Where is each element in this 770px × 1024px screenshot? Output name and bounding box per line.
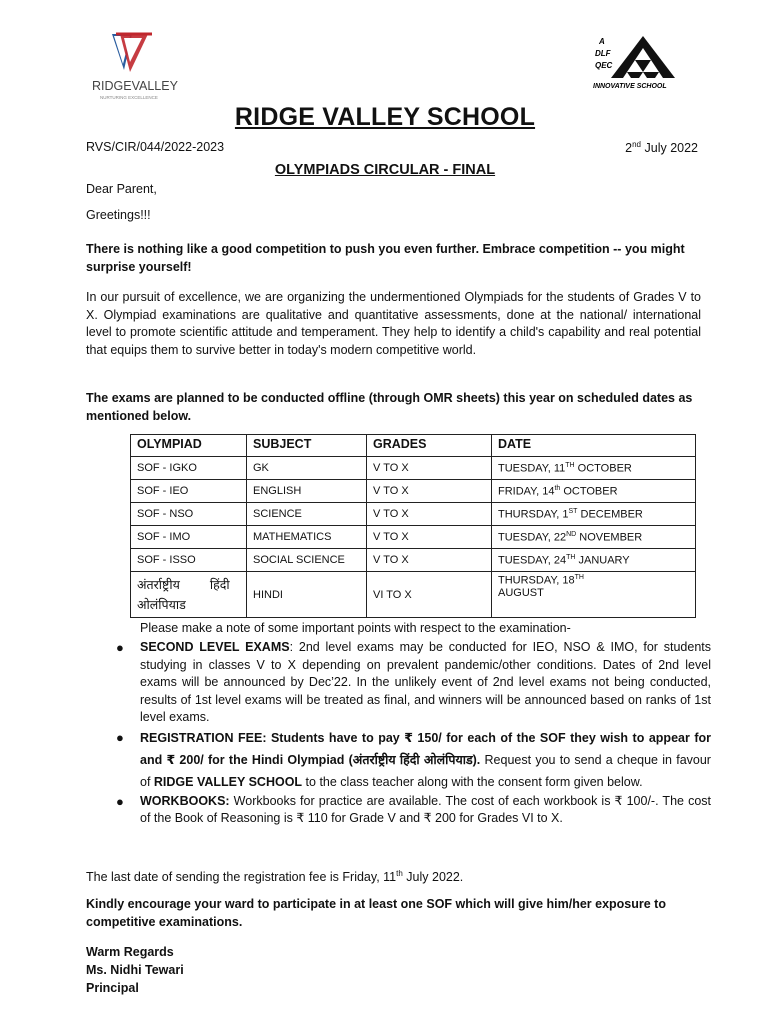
table-cell: MATHEMATICS: [247, 526, 367, 549]
circular-date: 2nd July 2022: [625, 140, 698, 156]
table-row: [131, 503, 696, 526]
table-header-row: [131, 435, 696, 457]
table-row: [131, 480, 696, 503]
table-cell: VI TO X: [367, 572, 492, 618]
table-cell: SOF - IMO: [131, 526, 247, 549]
table-cell: अंतर्राष्ट्रीय हिंदी ओलंपियाड: [131, 572, 247, 618]
table-cell: SOF - ISSO: [131, 549, 247, 572]
table-cell: SOF - IGKO: [131, 457, 247, 480]
svg-text:DLF: DLF: [595, 49, 611, 58]
bullet-icon: ●: [116, 793, 124, 809]
last-date-note: The last date of sending the registration fee is Friday, 11th July 2022.: [86, 869, 464, 885]
regards: Warm Regards: [86, 945, 174, 959]
table-row: [131, 549, 696, 572]
table-row: [131, 457, 696, 480]
intro-paragraph: In our pursuit of excellence, we are organizing the undermentioned Olympiads for the students of Grades V to X. Olympiad examinations are qualitative and quantitative assessments, done at the national/ international level to promote scientific attitude and temperament. They help to identify a child's capability and real potential that equips them to survive better in today's modern competitive world.: [86, 290, 701, 357]
ridge-valley-logo: [90, 30, 180, 105]
table-cell: TUESDAY, 22ND NOVEMBER: [492, 526, 696, 549]
motto: There is nothing like a good competition to push you even further. Embrace competition -- you might surprise yourself!: [86, 242, 685, 274]
table-cell: SOF - IEO: [131, 480, 247, 503]
logo-wordmark: RIDGEVALLEY: [92, 79, 178, 93]
logo-tagline: NURTURING EXCELLENCE: [100, 95, 158, 100]
table-cell: TUESDAY, 11TH OCTOBER: [492, 457, 696, 480]
table-row-hindi: [131, 572, 696, 618]
table-cell: GK: [247, 457, 367, 480]
table-cell: V TO X: [367, 526, 492, 549]
table-cell: V TO X: [367, 480, 492, 503]
circular-reference: RVS/CIR/044/2022-2023: [86, 140, 225, 154]
table-cell: HINDI: [247, 572, 367, 618]
svg-text:A: A: [599, 37, 605, 46]
table-cell: V TO X: [367, 503, 492, 526]
greeting: Greetings!!!: [86, 208, 151, 222]
olympiad-table: [130, 434, 696, 618]
svg-text:QEC: QEC: [595, 61, 613, 70]
list-item: ● REGISTRATION FEE: Students have to pay ₹ 150/ for each of the SOF they wish to appear for and ₹ 200/ for the Hindi Olympiad (अंतर्राष्ट्रीय हिंदी ओलंपियाड). Request you to send a cheque in favour of RIDGE VALLEY SCHOOL to the class teacher along with the consent form given below.: [140, 727, 711, 793]
table-cell: V TO X: [367, 549, 492, 572]
table-cell: SOF - NSO: [131, 503, 247, 526]
table-cell: SOCIAL SCIENCE: [247, 549, 367, 572]
table-cell: THURSDAY, 1ST DECEMBER: [492, 503, 696, 526]
table-cell: ENGLISH: [247, 480, 367, 503]
encourage-paragraph: Kindly encourage your ward to participate in at least one SOF which will give him/her exposure to competitive examinations.: [86, 897, 666, 929]
bullet-icon: ●: [116, 640, 124, 655]
table-row: [131, 526, 696, 549]
table-cell: FRIDAY, 14th OCTOBER: [492, 480, 696, 503]
list-item: ● WORKBOOKS: Workbooks for practice are available. The cost of each workbook is ₹ 100/-. The cost of the Book of Reasoning is ₹ 110 for Grade V and ₹ 200 for Grades VI to X.: [116, 793, 711, 825]
svg-text:INNOVATIVE SCHOOL: INNOVATIVE SCHOOL: [593, 83, 667, 90]
notes-list: [86, 639, 711, 828]
table-header: SUBJECT: [247, 435, 367, 457]
table-cell: TUESDAY, 24TH JANUARY: [492, 549, 696, 572]
dlf-qec-logo: [585, 34, 685, 94]
table-cell: SCIENCE: [247, 503, 367, 526]
salutation: Dear Parent,: [86, 182, 157, 196]
notes-intro: Please make a note of some important points with respect to the examination-: [140, 621, 571, 635]
school-name: RIDGE VALLEY SCHOOL: [234, 103, 536, 131]
table-header: DATE: [492, 435, 696, 457]
circular-title: OLYMPIADS CIRCULAR - FINAL: [274, 162, 496, 178]
table-header: GRADES: [367, 435, 492, 457]
table-cell: THURSDAY, 18TH AUGUST: [492, 572, 696, 618]
table-cell: V TO X: [367, 457, 492, 480]
list-item: ● SECOND LEVEL EXAMS: 2nd level exams may be conducted for IEO, NSO & IMO, for students studying in classes V to X depending on prevalent pandemic/other conditions. Dates of 2nd level exams will be announced by Dec’22. In the unlikely event of 2nd level exams not being conducted, results of 1st level exams will be treated as final, and winners will be announced based on ranks of 1st level exams.: [116, 640, 711, 724]
bullet-icon: ●: [116, 729, 124, 745]
signatory-name: Ms. Nidhi Tewari: [86, 963, 184, 977]
table-header: OLYMPIAD: [131, 435, 247, 457]
exam-mode-paragraph: The exams are planned to be conducted offline (through OMR sheets) this year on scheduled dates as mentioned below.: [86, 391, 693, 423]
signatory-designation: Principal: [86, 981, 139, 995]
